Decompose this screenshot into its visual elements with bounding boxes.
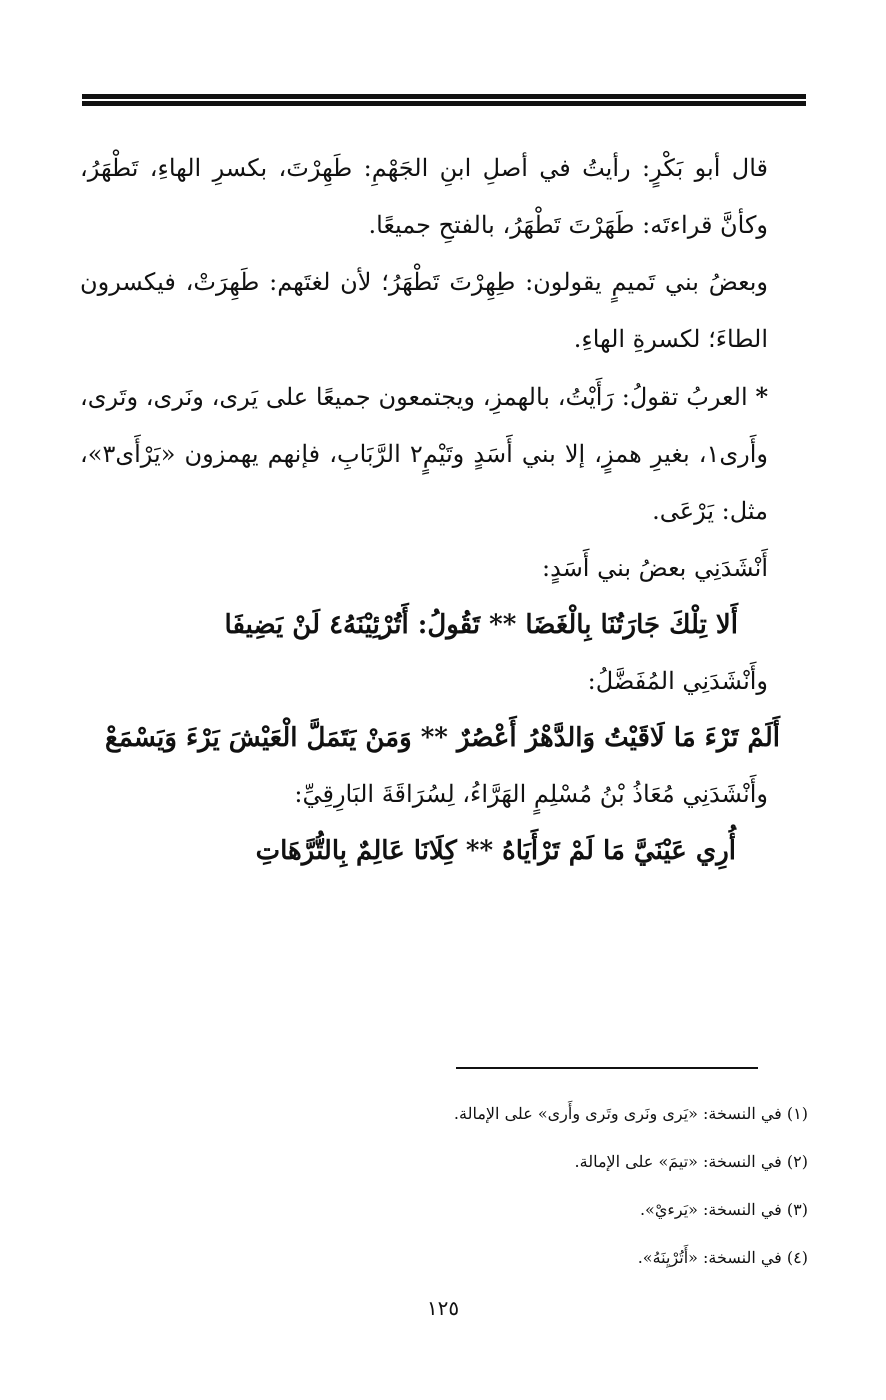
verse-uri-aynayya: أُرِي عَيْنَيَّ مَا لَمْ تَرْأَيَاهُ ** كِلَانَا عَالِمٌ بِالتُّرَّهَاتِ: [255, 836, 736, 866]
footnote-separator: [456, 1067, 758, 1069]
footnote-1: (١) في النسخة: «يَرى ونَرى وتَرى وأَرى» على الإمالة.: [453, 1104, 808, 1123]
top-rule-thin: [82, 101, 806, 106]
footnotes: [80, 1090, 808, 1282]
verse-jaratuna: أَلا تِلْكَ جَارَتُنَا بِالْغَضَا ** تَقُولُ: أَتُرْئِيْنَهُ٤ لَنْ يَضِيفَا: [224, 610, 738, 640]
footnote-4: (٤) في النسخة: «أَتُرْيِنَهُ».: [637, 1248, 808, 1267]
paragraph-arabs-say-text: العربُ تقولُ: رَأَيْتُ، بالهمزِ، ويجتمعون جميعًا على يَرى، ونَرى، وتَرى، وأَرى١، بغيرِ همزٍ، إلا بني أَسَدٍ وتَيْمٍ٢ الرَّبَابِ، فإنهم يهمزون «يَرْأَى٣»، مثل: يَرْعَى.: [80, 383, 769, 525]
recitation-intro-bani-asad: أَنْشَدَنِي بعضُ بني أَسَدٍ:: [542, 554, 768, 582]
paragraph-abu-bakr: قال أبو بَكْرٍ: رأيتُ في أصلِ ابنِ الجَهْمِ: طَهِرْتَ، بكسرِ الهاءِ، تَطْهَرُ، وكأنَّ قراءتَه: طَهَرْتَ تَطْهَرُ، بالفتحِ جميعًا.: [80, 154, 768, 239]
paragraph-arabs-say: [80, 368, 808, 540]
page-body: [80, 140, 808, 879]
recitation-intro-muadh: وأَنْشَدَنِي مُعَاذُ بْنُ مُسْلِمٍ الهَرَّاءُ، لِسُرَاقَةَ البَارِقِيِّ:: [294, 780, 768, 808]
footnote-2: (٢) في النسخة: «تيمَ» على الإمالة.: [574, 1152, 808, 1171]
recitation-intro-mufaddal: وأَنْشَدَنِي المُفَضَّلُ:: [587, 667, 768, 695]
section-star-marker: *: [755, 382, 768, 411]
paragraph-bani-tamim: وبعضُ بني تَميمٍ يقولون: طِهِرْتَ تَطْهَرُ؛ لأن لغتَهم: طَهِرَتْ، فيكسرون الطاءَ؛ لكسرةِ الهاءِ.: [80, 268, 768, 353]
page-number: ١٢٥: [426, 1296, 460, 1320]
verse-alam-tara: أَلَمْ تَرْءَ مَا لَاقَيْتُ وَالدَّهْرُ أَعْصُرٌ ** وَمَنْ يَتَمَلَّ الْعَيْشَ يَرْءَ وَيَسْمَعْ: [105, 723, 780, 753]
footnote-3: (٣) في النسخة: «يَرءيْ».: [639, 1200, 808, 1219]
top-rule-thick: [82, 94, 806, 99]
